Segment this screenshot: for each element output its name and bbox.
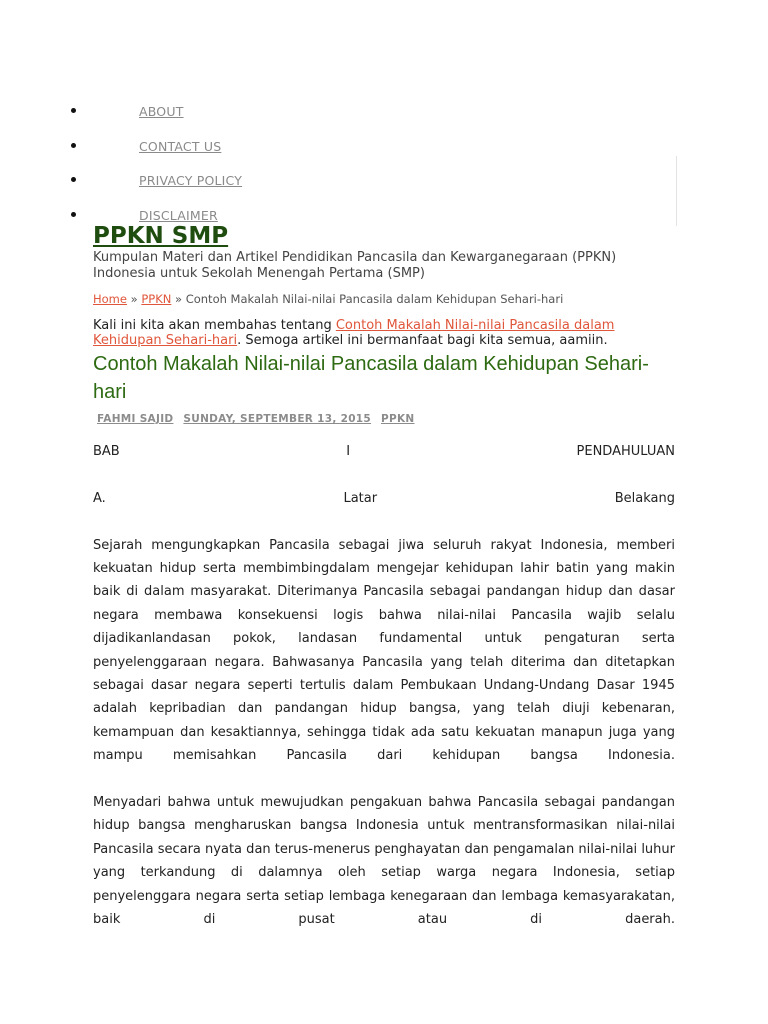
breadcrumb-separator: » [130, 292, 138, 306]
section-word-1: Latar [343, 490, 378, 506]
post-date[interactable]: SUNDAY, SEPTEMBER 13, 2015 [183, 413, 372, 425]
post-meta [97, 413, 421, 425]
post-author[interactable]: FAHMI SAJID [97, 413, 174, 425]
post-label[interactable]: PPKN [381, 413, 415, 425]
section-letter: A. [93, 490, 106, 506]
section-word-2: Belakang [614, 490, 675, 506]
bullet-icon [71, 108, 76, 113]
intro-suffix: . Semoga artikel ini bermanfaat bagi kita semua, aamiin. [237, 333, 608, 348]
bullet-icon [71, 212, 76, 217]
bullet-icon [71, 177, 76, 182]
nav-link-contact-us[interactable]: CONTACT US [139, 138, 222, 154]
chapter-number: I [346, 444, 351, 459]
post-title: Contoh Makalah Nilai-nilai Pancasila dalam Kehidupan Sehari-hari [93, 353, 649, 403]
breadcrumb-separator: » [175, 292, 183, 306]
breadcrumb-home-link[interactable]: Home [93, 292, 127, 306]
breadcrumb-current: Contoh Makalah Nilai-nilai Pancasila dalam Kehidupan Sehari-hari [185, 292, 564, 306]
chapter-title: PENDAHULUAN [576, 444, 675, 459]
paragraph-1: Sejarah mengungkapkan Pancasila sebagai jiwa seluruh rakyat Indonesia, memberi kekuatan hidup serta membimbingdalam mengejar kehidupan lahir batin yang makin baik di dalam masyarakat. Diterimanya Pancasila sebagai pandangan hidup dan dasar negara membawa konsekuensi logis bahwa nilai-nilai Pancasila wajib selalu dijadikanlandasan pokok, landasan fundamental untuk pengaturan serta penyelenggaraan negara. Bahwasanya Pancasila yang telah diterima dan ditetapkan sebagai dasar negara seperti tertulis dalam Pembukaan Undang-Undang Dasar 1945 adalah kepribadian dan pandangan hidup bangsa, yang telah diuji kebenaran, kemampuan dan kesaktiannya, sehingga tidak ada satu kekuatan manapun juga yang mampu memisahkan Pancasila dari kehidupan bangsa Indonesia. [93, 537, 675, 764]
intro-text [93, 318, 678, 348]
nav-link-disclaimer[interactable]: DISCLAIMER [139, 207, 218, 223]
chapter-heading [93, 440, 675, 463]
breadcrumb-category-link[interactable]: PPKN [141, 292, 172, 306]
nav-item-contact-us [0, 131, 768, 166]
top-navigation [0, 96, 768, 234]
intro-prefix: Kali ini kita akan membahas tentang [93, 318, 336, 333]
post-body [93, 440, 675, 931]
nav-item-about [0, 96, 768, 131]
bullet-icon [71, 143, 76, 148]
intro-article-link[interactable]: Contoh Makalah Nilai-nilai Pancasila dalam Kehidupan Sehari-hari [93, 318, 615, 348]
nav-link-about[interactable]: ABOUT [139, 104, 184, 119]
paragraph-2: Menyadari bahwa untuk mewujudkan pengakuan bahwa Pancasila sebagai pandangan hidup bangsa mengharuskan bangsa Indonesia untuk mentransformasikan nilai-nilai Pancasila secara nyata dan terus-menerus penghayatan dan pengamalan nilai-nilai luhur yang terkandung di dalamnya oleh setiap warga negara Indonesia, setiap penyelenggara negara serta setiap lembaga kenegaraan dan lembaga kemasyarakatan, baik di pusat atau di daerah. [93, 795, 675, 928]
site-description: Kumpulan Materi dan Artikel Pendidikan Pancasila dan Kewarganegaraan (PPKN) Indonesia untuk Sekolah Menengah Pertama (SMP) [93, 250, 617, 281]
nav-divider [676, 156, 677, 226]
site-title[interactable]: PPKN SMP [93, 223, 229, 249]
section-heading [93, 487, 675, 510]
chapter-word: BAB [93, 444, 120, 459]
breadcrumb [93, 292, 563, 306]
nav-link-privacy-policy[interactable]: PRIVACY POLICY [139, 173, 243, 188]
nav-item-privacy-policy [0, 165, 768, 200]
